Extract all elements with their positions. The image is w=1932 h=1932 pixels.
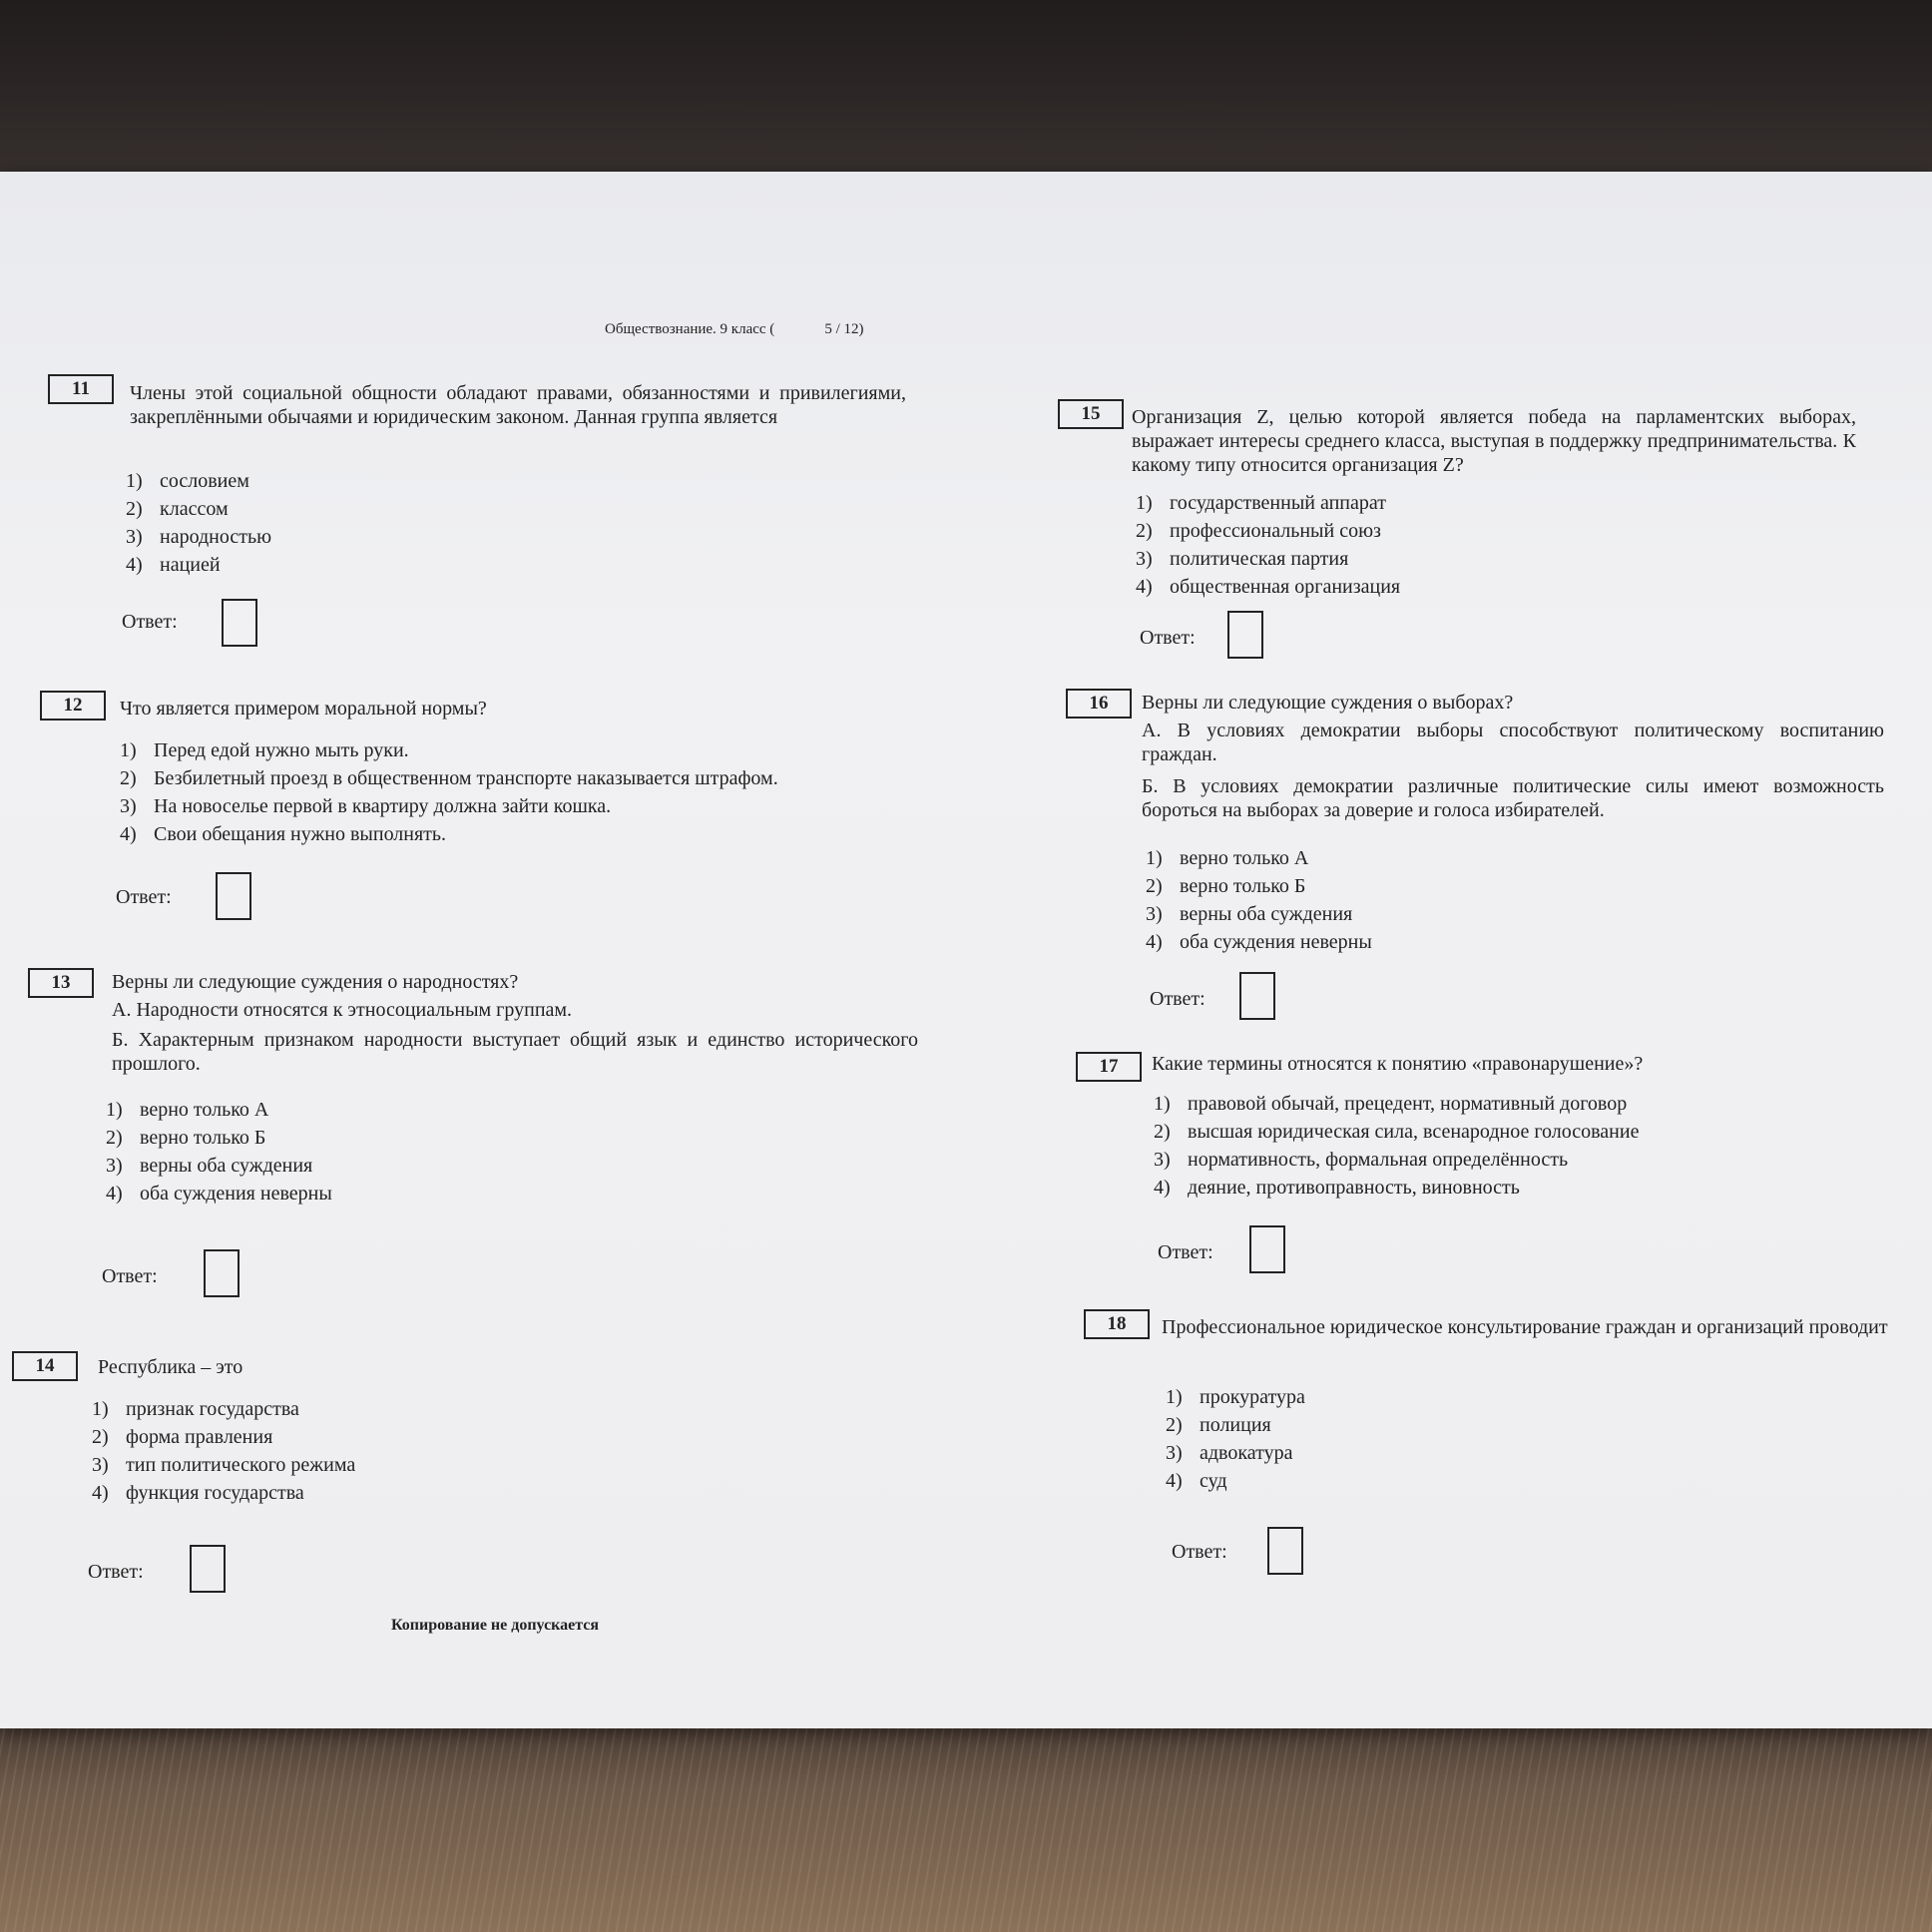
answer-box[interactable] [1239,972,1275,1020]
answer-options [120,736,778,848]
option: 1) верно только А [106,1099,269,1121]
option: 4) оба суждения неверны [1146,931,1372,953]
answer-box[interactable] [1249,1225,1285,1273]
answer-options [92,1395,355,1507]
answer-label: Ответ: [1150,988,1206,1010]
option: 1) правовой обычай, прецедент, нормативный договор [1154,1093,1628,1115]
statement-a: А. Народности относятся к этносоциальным группам. [112,999,573,1021]
question-number: 18 [1084,1309,1150,1339]
question-number: 13 [28,968,94,998]
question-number: 11 [48,374,114,404]
option: 1) государственный аппарат [1136,492,1386,514]
answer-box[interactable] [1227,611,1263,659]
answer-label: Ответ: [122,611,178,633]
question-text: Что является примером моральной нормы? [120,698,487,720]
option: 3) нормативность, формальная определённость [1154,1149,1569,1171]
option: 2) профессиональный союз [1136,520,1381,542]
answer-label: Ответ: [102,1265,158,1287]
question-text: Какие термины относятся к понятию «правонарушение»? [1152,1053,1644,1075]
answer-box[interactable] [1267,1527,1303,1575]
question-text: Республика – это [98,1356,243,1378]
exam-sheet [0,172,1932,1728]
page-header [605,321,863,338]
option: 4) общественная организация [1136,576,1401,598]
statement-b: Б. В условиях демократии различные политические силы имеют возможность бороться на выборах за доверие и голоса избирателей. [1142,775,1884,821]
option: 1) сословием [126,470,249,492]
option: 2) высшая юридическая сила, всенародное голосование [1154,1121,1640,1143]
option: 1) признак государства [92,1398,299,1420]
option: 3) адвокатура [1166,1442,1293,1464]
question-number: 16 [1066,689,1132,719]
desk-background [0,0,1932,200]
answer-box[interactable] [204,1249,240,1297]
option: 3) тип политического режима [92,1454,356,1476]
tablecloth-fringe [0,1696,1932,1932]
option: 1) прокуратура [1166,1386,1305,1408]
answer-label: Ответ: [1140,627,1196,649]
question-number: 14 [12,1351,78,1381]
answer-options [106,1096,332,1208]
option: 4) функция государства [92,1482,304,1504]
option: 1) верно только А [1146,847,1309,869]
option: 2) верно только Б [1146,875,1306,897]
header-subject: Обществознание. 9 класс ( [605,321,775,337]
question-text: Члены этой социальной общности обладают правами, обязанностями и привилегиями, закреплёнными обычаями и юридическим законом. Данная группа является [130,382,906,428]
option: 4) нацией [126,554,221,576]
option: 3) народностью [126,526,272,548]
answer-box[interactable] [190,1545,226,1593]
option: 2) Безбилетный проезд в общественном транспорте наказывается штрафом. [120,767,778,789]
question-number: 15 [1058,399,1124,429]
answer-label: Ответ: [88,1561,144,1583]
answer-options [1146,844,1372,956]
statement-b: Б. Характерным признаком народности выступает общий язык и единство исторического прошлого. [112,1029,918,1075]
option: 2) верно только Б [106,1127,266,1149]
question-text: Верны ли следующие суждения о народностях? [112,971,519,993]
option: 2) полиция [1166,1414,1271,1436]
answer-options [126,467,271,579]
answer-box[interactable] [216,872,251,920]
question-number: 12 [40,691,106,721]
question-text: Организация Z, целью которой является победа на парламентских выборах, выражает интересы среднего класса, выступая в поддержку предпринимательства. К какому типу относится организация Z? [1132,406,1856,476]
option: 3) верны оба суждения [106,1155,313,1177]
option: 4) суд [1166,1470,1227,1492]
option: 3) На новоселье первой в квартиру должна зайти кошка. [120,795,612,817]
header-page-number: 5 / 12) [824,321,864,337]
option: 1) Перед едой нужно мыть руки. [120,739,409,761]
answer-options [1136,489,1400,601]
question-number: 17 [1076,1052,1142,1082]
question-text: Профессиональное юридическое консультирование граждан и организаций проводит [1162,1316,1888,1338]
statement-a: А. В условиях демократии выборы способствуют политическому воспитанию граждан. [1142,720,1884,765]
answer-label: Ответ: [1172,1541,1227,1563]
answer-options [1166,1383,1305,1495]
option: 2) классом [126,498,229,520]
footer-copy-notice: Копирование не допускается [391,1617,600,1634]
option: 4) Свои обещания нужно выполнять. [120,823,447,845]
option: 2) форма правления [92,1426,273,1448]
question-text: Верны ли следующие суждения о выборах? [1142,692,1514,714]
answer-options [1154,1090,1639,1202]
option: 3) верны оба суждения [1146,903,1353,925]
option: 3) политическая партия [1136,548,1349,570]
option: 4) деяние, противоправность, виновность [1154,1177,1520,1199]
option: 4) оба суждения неверны [106,1183,332,1205]
answer-box[interactable] [222,599,257,647]
answer-label: Ответ: [1158,1241,1213,1263]
answer-label: Ответ: [116,886,172,908]
